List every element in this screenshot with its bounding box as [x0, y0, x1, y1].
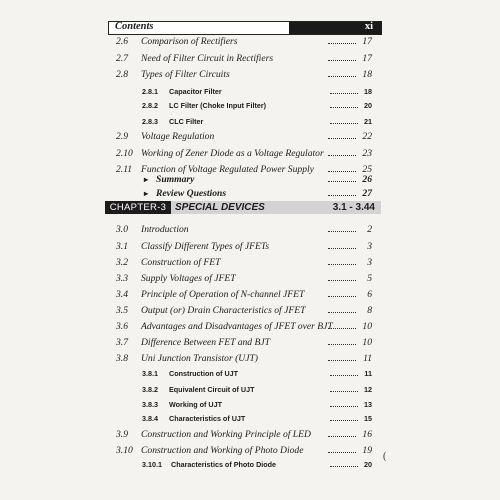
toc-entry — [0, 52, 500, 66]
toc-summary-entry — [0, 173, 500, 187]
contents-title: Contents — [115, 21, 154, 32]
entry-page: 20 — [364, 101, 372, 110]
toc-entry — [0, 130, 500, 144]
entry-number: 3.8.4 — [142, 414, 158, 423]
toc-subentry — [0, 367, 500, 381]
entry-page: 23 — [362, 148, 372, 159]
entry-number: 2.8 — [116, 69, 128, 80]
entry-page: 11 — [364, 369, 372, 378]
entry-title: Construction and Working of Photo Diode — [141, 445, 304, 456]
entry-page: 21 — [364, 117, 372, 126]
entry-title: Voltage Regulation — [141, 131, 215, 142]
entry-title: Construction of UJT — [169, 369, 239, 378]
entry-page: 8 — [367, 305, 372, 316]
entry-title: Equivalent Circuit of UJT — [169, 385, 255, 394]
entry-title: Working of UJT — [169, 400, 222, 409]
entry-page: 19 — [362, 445, 372, 456]
entry-page: 2 — [367, 224, 372, 235]
toc-entry — [0, 336, 500, 350]
entry-number: 3.10.1 — [142, 460, 162, 469]
entry-title: CLC Filter — [169, 117, 204, 126]
entry-page: 5 — [367, 273, 372, 284]
entry-number: 3.7 — [116, 337, 128, 348]
entry-page: 18 — [362, 69, 372, 80]
chapter-banner — [105, 201, 381, 214]
toc-entry — [0, 147, 500, 161]
entry-number: 2.10 — [116, 148, 133, 159]
entry-page: 13 — [364, 400, 372, 409]
entry-number: 3.4 — [116, 289, 128, 300]
chapter-title: SPECIAL DEVICES — [175, 202, 265, 213]
entry-title: Summary — [156, 174, 195, 185]
toc-subentry — [0, 398, 500, 412]
entry-page: 26 — [362, 174, 372, 185]
entry-title: Advantages and Disadvantages of JFET over BJT — [141, 321, 333, 332]
entry-number: 3.2 — [116, 257, 128, 268]
entry-number: 2.8.1 — [142, 87, 158, 96]
entry-number: 3.8.1 — [142, 369, 158, 378]
entry-number: 2.6 — [116, 36, 128, 47]
entry-page: 17 — [362, 53, 372, 64]
toc-entry — [0, 240, 500, 254]
entry-title: Characteristics of Photo Diode — [171, 460, 277, 469]
entry-number: 3.8.2 — [142, 385, 158, 394]
entry-page: 17 — [362, 36, 372, 47]
toc-subentry — [0, 458, 500, 472]
entry-title: LC Filter (Choke Input Filter) — [169, 101, 267, 110]
toc-subentry — [0, 115, 500, 129]
entry-number: 3.9 — [116, 429, 128, 440]
toc-entry — [0, 352, 500, 366]
toc-entry — [0, 35, 500, 49]
bullet-arrow-icon: ▸ — [144, 189, 149, 198]
entry-title: Classify Different Types of JFETs — [141, 241, 270, 252]
entry-page: 22 — [362, 131, 372, 142]
toc-subentry — [0, 412, 500, 426]
entry-title: Principle of Operation of N-channel JFET — [141, 289, 305, 300]
entry-title: Need of Filter Circuit in Rectifiers — [141, 53, 274, 64]
entry-title: Comparison of Rectifiers — [141, 36, 238, 47]
entry-title: Output (or) Drain Characteristics of JFET — [141, 305, 306, 316]
entry-number: 3.8.3 — [142, 400, 158, 409]
page-number: xi — [364, 21, 373, 32]
entry-page: 16 — [362, 429, 372, 440]
entry-page: 25 — [362, 164, 372, 175]
entry-page: 27 — [362, 188, 372, 199]
entry-number: 2.9 — [116, 131, 128, 142]
page-edge-mark: ( — [383, 451, 387, 462]
entry-page: 3 — [367, 257, 372, 268]
entry-number: 3.5 — [116, 305, 128, 316]
entry-title: Supply Voltages of JFET — [141, 273, 236, 284]
toc-entry — [0, 428, 500, 442]
toc-entry — [0, 288, 500, 302]
entry-page: 12 — [364, 385, 372, 394]
toc-entry — [0, 223, 500, 237]
toc-entry — [0, 304, 500, 318]
entry-number: 2.8.3 — [142, 117, 158, 126]
entry-number: 3.1 — [116, 241, 128, 252]
entry-page: 10 — [362, 321, 372, 332]
entry-title: Function of Voltage Regulated Power Supply — [141, 164, 314, 175]
toc-entry — [0, 444, 500, 458]
toc-entry — [0, 272, 500, 286]
entry-page: 15 — [364, 414, 372, 423]
toc-subentry — [0, 99, 500, 113]
entry-number: 2.7 — [116, 53, 128, 64]
entry-title: Characteristics of UJT — [169, 414, 246, 423]
entry-number: 3.3 — [116, 273, 128, 284]
entry-page: 11 — [363, 353, 372, 364]
toc-entry — [0, 256, 500, 270]
entry-number: 3.0 — [116, 224, 128, 235]
toc-subentry — [0, 383, 500, 397]
entry-page: 6 — [367, 289, 372, 300]
entry-number: 3.6 — [116, 321, 128, 332]
entry-title: Difference Between FET and BJT — [141, 337, 270, 348]
entry-title: Capacitor Filter — [169, 87, 222, 96]
chapter-page-range: 3.1 - 3.44 — [332, 202, 375, 213]
entry-page: 10 — [362, 337, 372, 348]
entry-number: 2.8.2 — [142, 101, 158, 110]
entry-title: Uni Junction Transistor (UJT) — [141, 353, 258, 364]
entry-title: Types of Filter Circuits — [141, 69, 230, 80]
toc-entry — [0, 320, 500, 334]
entry-title: Introduction — [141, 224, 189, 235]
entry-title: Construction of FET — [141, 257, 221, 268]
bullet-arrow-icon: ▸ — [144, 175, 149, 184]
chapter-label: CHAPTER-3 — [105, 201, 171, 214]
toc-summary-entry — [0, 187, 500, 201]
entry-page: 18 — [364, 87, 372, 96]
entry-page: 3 — [367, 241, 372, 252]
toc-entry — [0, 68, 500, 82]
entry-number: 3.10 — [116, 445, 133, 456]
entry-number: 3.8 — [116, 353, 128, 364]
contents-header — [108, 21, 382, 35]
entry-title: Review Questions — [156, 188, 227, 199]
entry-number: 2.11 — [116, 164, 133, 175]
entry-title: Construction and Working Principle of LED — [141, 429, 311, 440]
toc-subentry — [0, 85, 500, 99]
entry-title: Working of Zener Diode as a Voltage Regulator — [141, 148, 324, 159]
entry-page: 20 — [364, 460, 372, 469]
